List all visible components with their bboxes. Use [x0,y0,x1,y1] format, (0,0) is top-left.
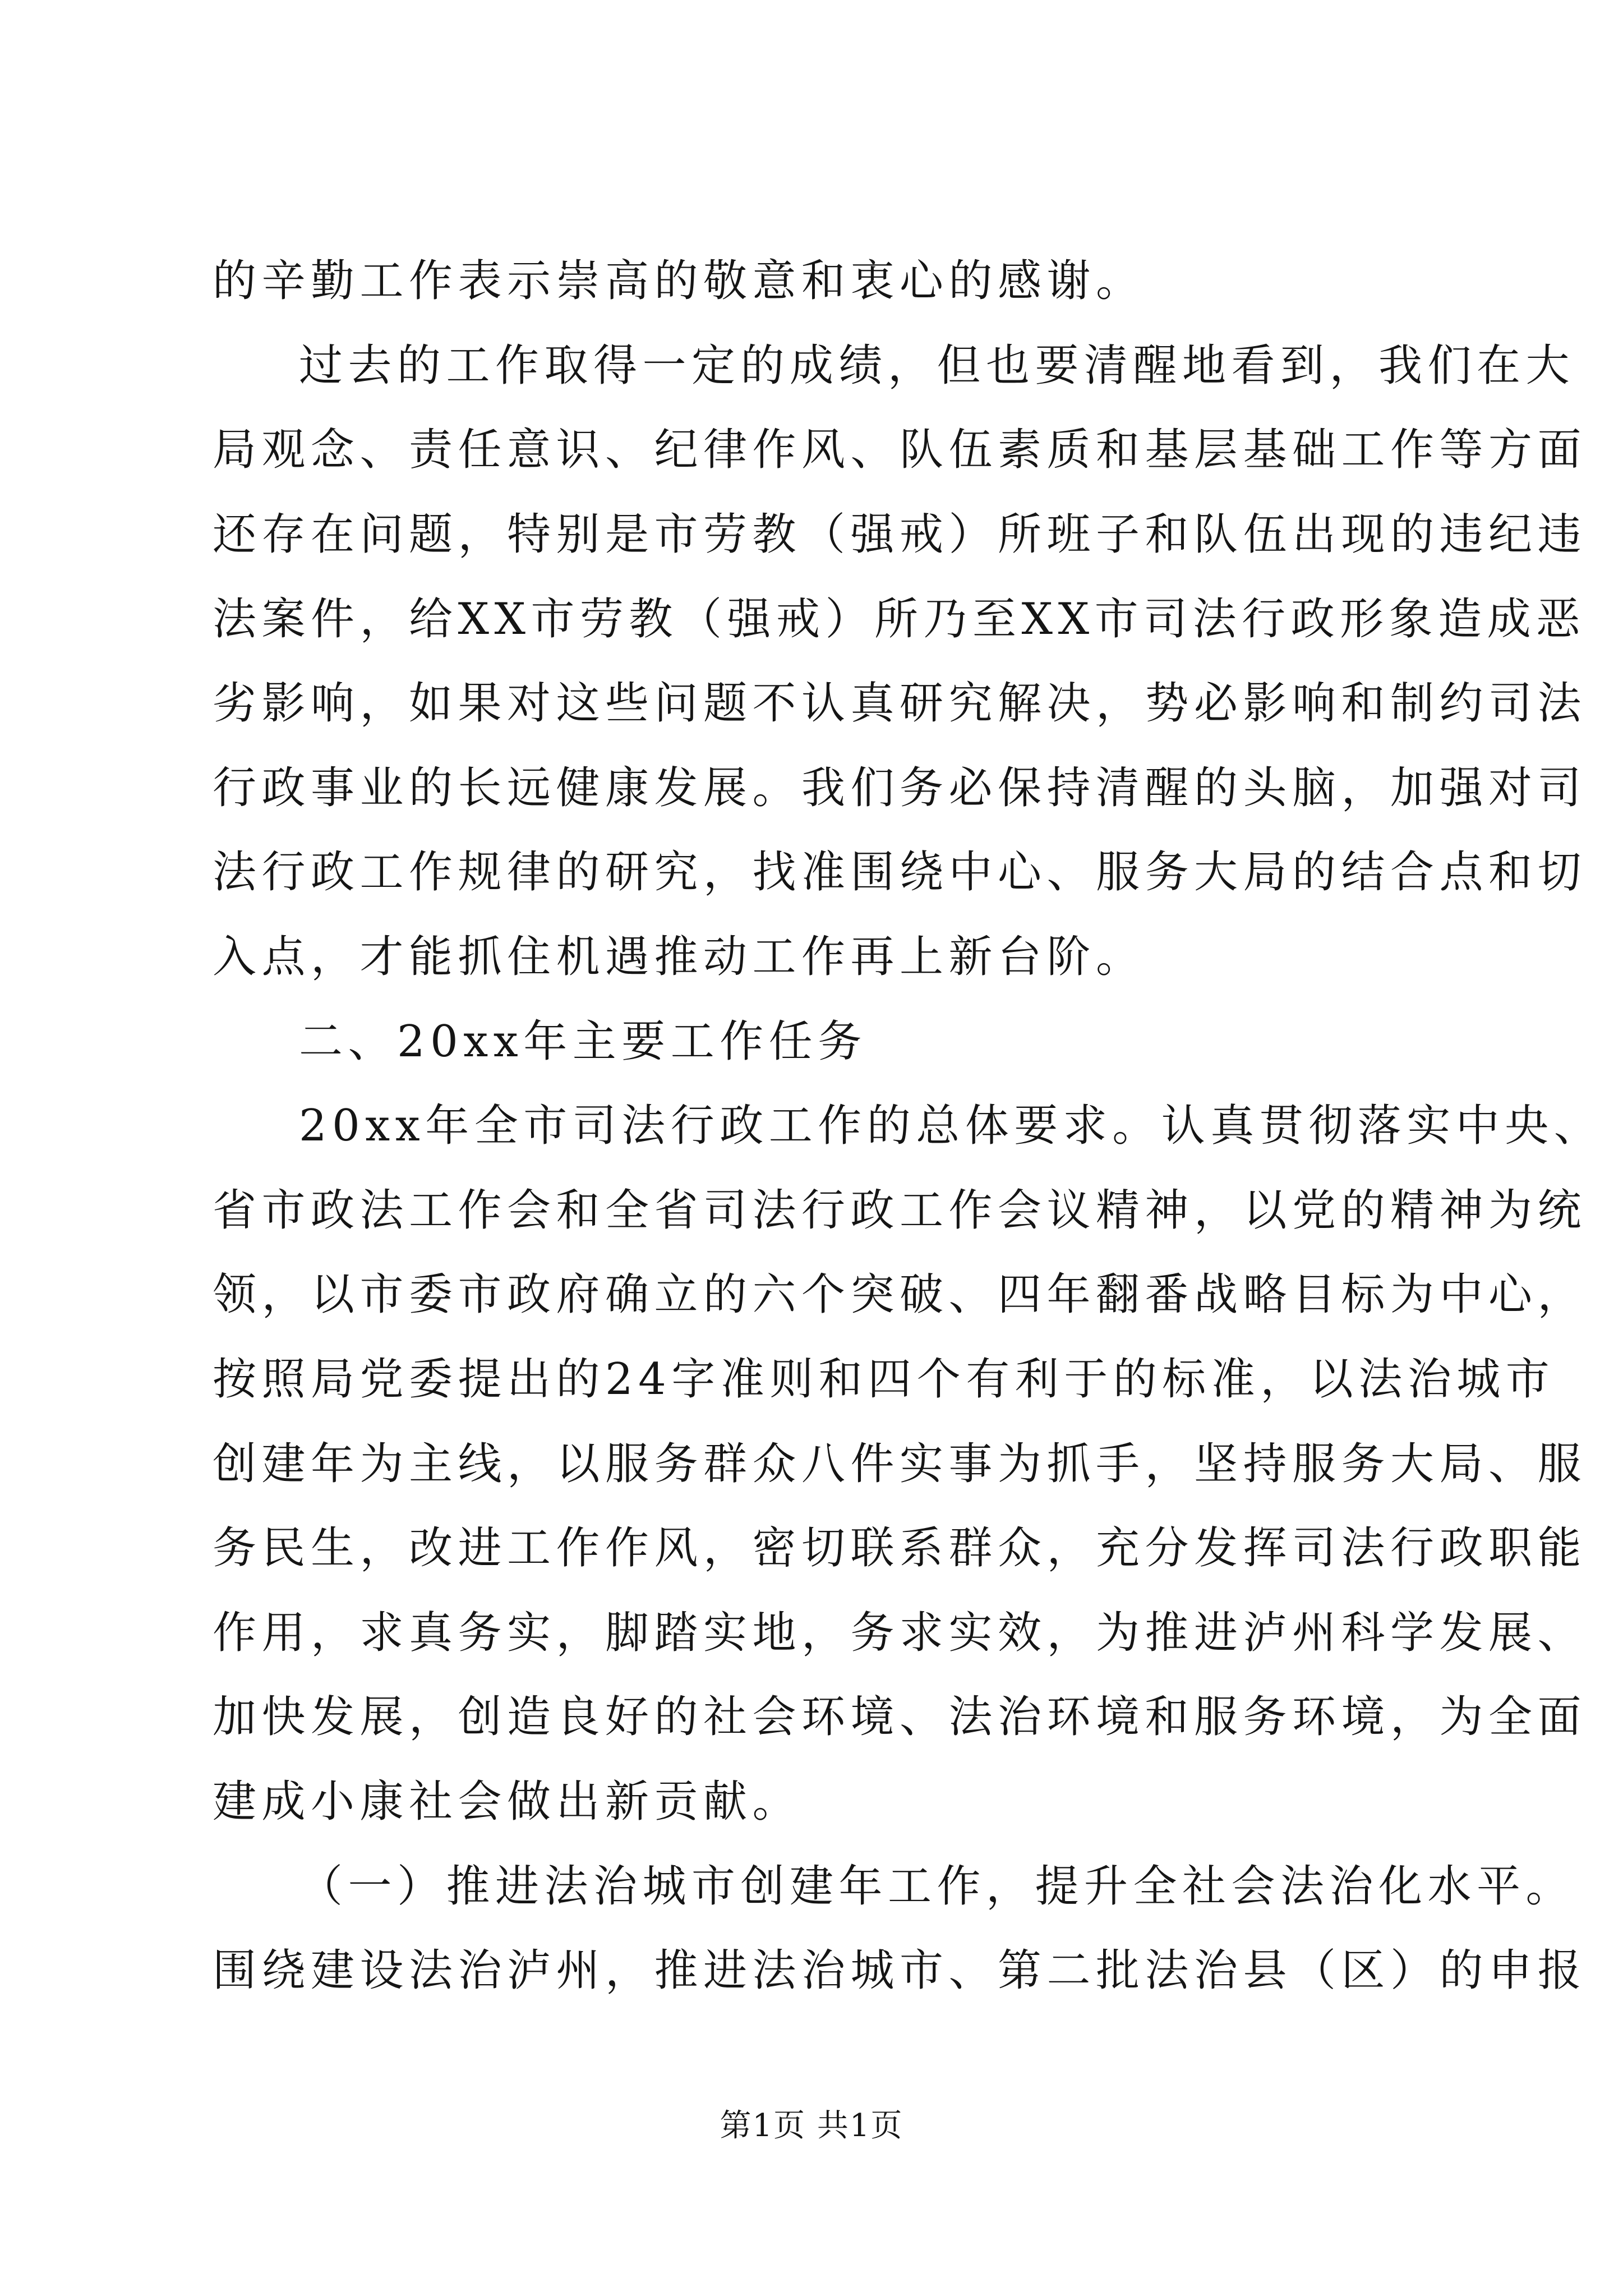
text-line-18: 加快发展，创造良好的社会环境、法治环境和服务环境，为全面 [213,1692,1587,1742]
section-heading: 二、20xx年主要工作任务 [299,1016,867,1067]
page-footer: 第1页 共1页 [720,2108,903,2144]
text-line-14: 按照局党委提出的24字准则和四个有利于的标准，以法治城市 [213,1354,1555,1405]
text-line-13: 领，以市委市政府确立的六个突破、四年翻番战略目标为中心， [213,1269,1587,1320]
text-line-16: 务民生，改进工作作风，密切联系群众，充分发挥司法行政职能 [213,1523,1587,1573]
text-line-5: 法案件，给XX市劳教（强戒）所乃至XX市司法行政形象造成恶 [213,594,1585,645]
text-line-4: 还存在问题，特别是市劳教（强戒）所班子和队伍出现的违纪违 [213,509,1587,560]
text-line-12: 省市政法工作会和全省司法行政工作会议精神，以党的精神为统 [213,1185,1587,1236]
text-line-3: 局观念、责任意识、纪律作风、队伍素质和基层基础工作等方面 [213,425,1587,475]
text-line-7: 行政事业的长远健康发展。我们务必保持清醒的头脑，加强对司 [213,763,1587,813]
text-line-15: 创建年为主线，以服务群众八件实事为抓手，坚持服务大局、服 [213,1439,1587,1489]
text-line-17: 作用，求真务实，脚踏实地，务求实效，为推进泸州科学发展、 [213,1608,1587,1658]
text-line-2: 过去的工作取得一定的成绩，但也要清醒地看到，我们在大 [299,341,1575,391]
text-line-8: 法行政工作规律的研究，找准围绕中心、服务大局的结合点和切 [213,847,1587,898]
text-line-1: 的辛勤工作表示崇高的敬意和衷心的感谢。 [213,256,1145,306]
text-line-6: 劣影响，如果对这些问题不认真研究解决，势必影响和制约司法 [213,678,1587,729]
text-line-11: 20xx年全市司法行政工作的总体要求。认真贯彻落实中央、 [299,1101,1603,1151]
text-line-21: 围绕建设法治泸州，推进法治城市、第二批法治县（区）的申报 [213,1945,1587,1996]
text-line-19: 建成小康社会做出新贡献。 [213,1777,802,1827]
subsection-heading: （一）推进法治城市创建年工作，提升全社会法治化水平。 [299,1861,1575,1912]
text-line-9: 入点，才能抓住机遇推动工作再上新台阶。 [213,932,1145,982]
